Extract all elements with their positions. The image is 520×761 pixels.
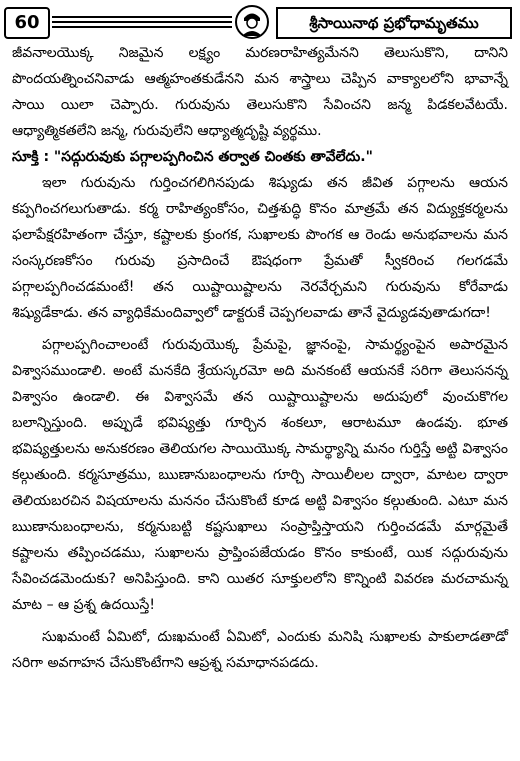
sukti-quote: సూక్తి : "సద్గురువుకు పగ్గాలప్పగించిన తర్వాత చింతకు తావేలేదు."	[12, 149, 373, 165]
page-body	[12, 40, 508, 676]
page-header	[4, 4, 512, 40]
paragraph: పగ్గాలప్పగించాలంటే గురువుయొక్క ప్రేమపై, జ్ఞానంపై, సామర్థ్యంపైన అపారమైన విశ్వాసముండాలి. అంటే మనకేది శ్రేయస్కరమో అది మనకంటే ఆయనకే సరిగా తెలుసనన్న విశ్వాసం ఉండాలి. ఈ విశ్వాసమే తన యిష్టాయిష్టాలను అదుపులో వుంచుకొగల బలాన్నిస్తుంది. అప్పుడే భవిష్యత్తు గూర్చిన శంకలూ, ఆరాటమూ ఉండవు. భూత భవిష్యత్తులను అనుకరణం తెలియగల సాయియొక్క సామర్థ్యాన్ని మనం గుర్తిస్తే అట్టి విశ్వాసం కల్గుతుంది. కర్మసూత్రము, ఋణానుబంధాలను గూర్చి సాయిలీలల ద్వారా, మాటల ద్వారా తెలియబరచిన విషయాలను మననం చేసుకొంటే కూడ అట్టి విశ్వాసం కల్గుతుంది. ఎటూ మన ఋణానుబంధాలను, కర్మనుబట్టి కష్టసుఖాలు సంప్రాప్తిస్తాయని గుర్తించడమే మార్గమైతే కష్టాలను తప్పించడము, సుఖాలను ప్రాప్తింపజేయడం కొనం కాకుంటే, యిక సద్గురువును సేవించడమెందుకు? అనిపిస్తుంది. కాని యితర సూక్తులలోని కొన్నింటి వివరణ మరచామన్న మాట – ఆ ప్రశ్న ఉదయిస్తే!	[12, 337, 508, 613]
header-rule	[52, 16, 232, 18]
header-rule	[52, 26, 232, 28]
sai-portrait-icon	[234, 4, 270, 40]
paragraph: సుఖమంటే ఏమిటో, దుఃఖమంటే ఏమిటో, ఎందుకు మనిషి సుఖాలకు పాకులాడతాడో సరిగా అవగాహన చేసుకొంటేగాని ఆప్రశ్న సమాధానపడదు.	[12, 629, 508, 671]
paragraph: జీవనాలయొక్క నిజమైన లక్ష్యం మరణరాహిత్యమేనని తెలుసుకొని, దానిని పొందయత్నించనివాడు ఆత్మహంతకుడేనని మన శాస్త్రాలు చెప్పిన వాక్యాలలోని భావాన్నే సాయి యిలా చెప్పారు. గురువును తెలుసుకొని సేవించని జన్మ పిడకలవేటయే. ఆధ్యాత్మికతలేని జన్మ, గురువులేని ఆధ్యాత్మదృష్టి వ్యర్థము.	[12, 45, 508, 139]
page-number: 60	[4, 7, 50, 39]
paragraph: ఇలా గురువును గుర్తించగలిగినపుడు శిష్యుడు తన జీవిత పగ్గాలను ఆయన కప్పగించగలుగుతాడు. కర్మ రాహిత్యంకోసం, చిత్తశుద్ధి కొనం మాత్రమే తన విద్యుక్తకర్మలను ఫలాపేక్షరహితంగా చేస్తూ, కష్టాలకు క్రుంగక, సుఖాలకు పొంగక ఆ రెండు అనుభవాలను మన సంస్కరణకోసం గురువు ప్రసాదించే ఔషధంగా ప్రేమతో స్వీకరించ గలగడమే పగ్గాలప్పగించడమంటే! తన యిష్టాయిష్టాలను నెరవేర్చమని గురువును కోరేవాడు శిష్యుడేకాడు. తన వ్యాధికేమందివ్వాలో డాక్టరుకే చెప్పగలవాడు తానే వైద్యుడవుతాడుగదా!	[12, 175, 508, 321]
header-rule	[52, 21, 232, 23]
book-title: శ్రీసాయినాథ ప్రభోధామృతము	[276, 7, 512, 39]
